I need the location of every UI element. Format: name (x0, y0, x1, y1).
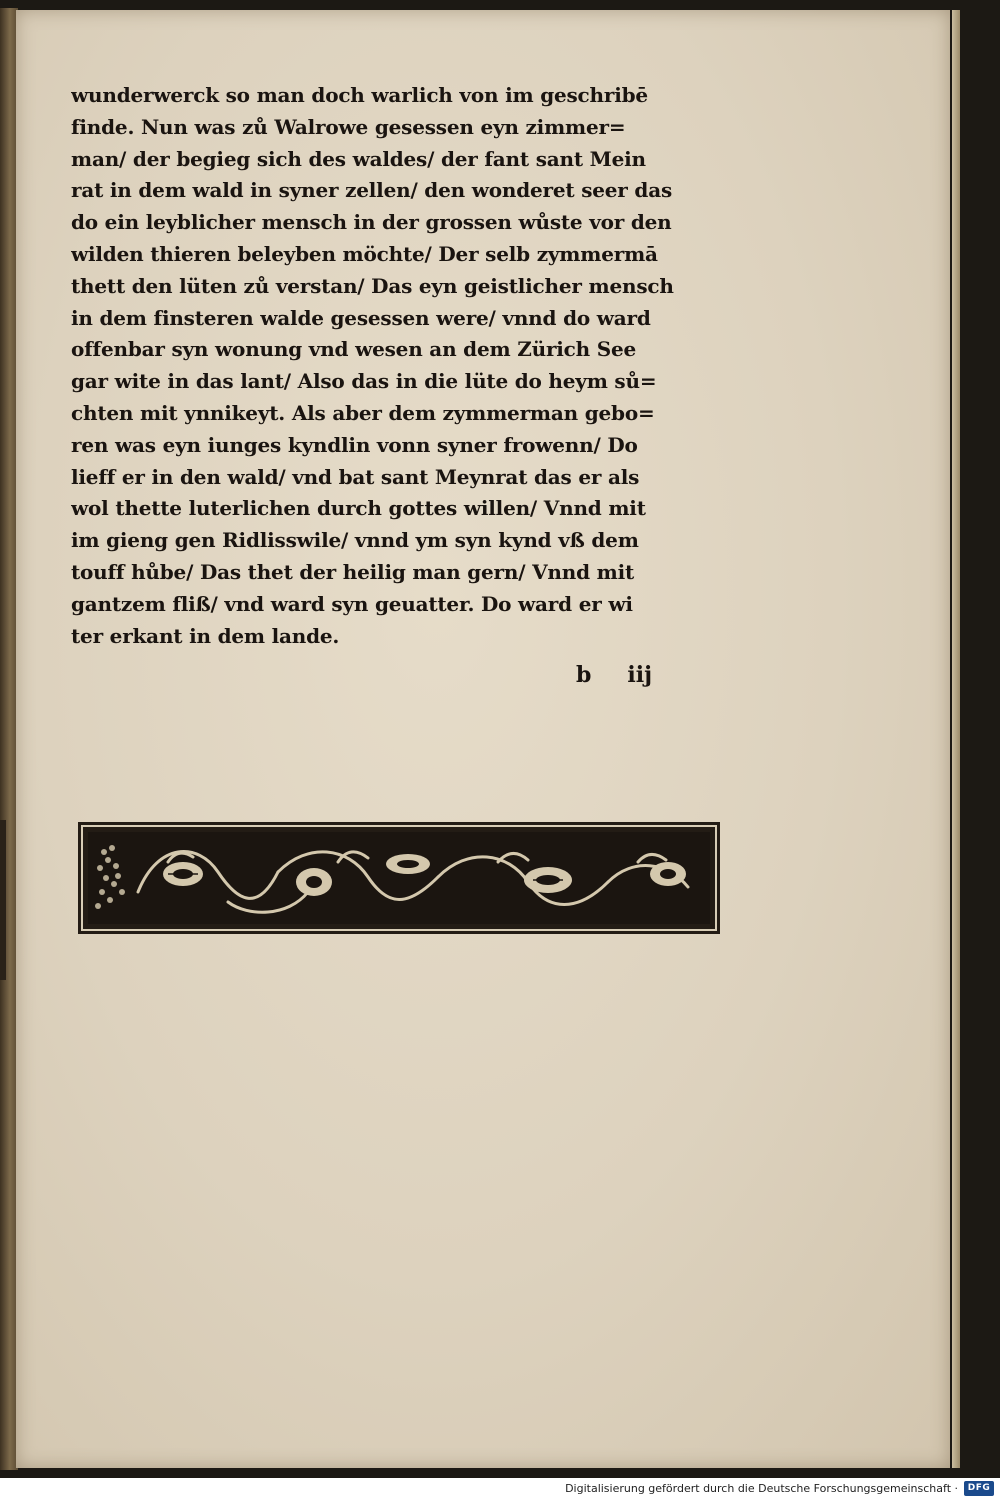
text-line: finde. Nun was zů Walrowe gesessen eyn zimmer= (71, 114, 626, 139)
text-line: thett den lüten zů verstan/ Das eyn geistlicher mensch (71, 273, 674, 298)
text-line: wilden thieren beleyben möchte/ Der selb zymmermā (71, 241, 658, 266)
text-line: man/ der begieg sich des waldes/ der fant sant Mein (71, 146, 646, 171)
text-line: chten mit ynnikeyt. Als aber dem zymmerman gebo= (71, 400, 655, 425)
text-line: ter erkant in dem lande. (71, 623, 340, 648)
text-line: rat in dem wald in syner zellen/ den wonderet seer das (71, 178, 673, 203)
text-line: wunderwerck so man doch warlich von im geschribē (71, 83, 648, 107)
woodcut-ornament (78, 822, 720, 934)
dfg-logo: DFG (964, 1481, 994, 1496)
footer-bar (0, 1478, 1000, 1501)
text-block (71, 80, 721, 652)
ruler-marker (0, 820, 6, 980)
text-line: im gieng gen Ridlisswile/ vnnd ym syn kynd vß dem (71, 528, 639, 553)
text-line: do ein leyblicher mensch in der grossen wůste vor den (71, 210, 672, 235)
text-line: wol thette luterlichen durch gottes willen/ Vnnd mit (71, 496, 646, 521)
text-line: gantzem fliß/ vnd ward syn geuatter. Do ward er wi (71, 591, 633, 616)
book-page (16, 10, 950, 1468)
funding-credit: Digitalisierung gefördert durch die Deutsche Forschungsgemeinschaft · (565, 1482, 958, 1495)
signature-letter: b (576, 662, 592, 688)
text-line: in dem finsteren walde gesessen were/ vnnd do ward (71, 305, 651, 330)
page-edge (952, 10, 960, 1468)
text-line: lieff er in den wald/ vnd bat sant Meynrat das er als (71, 464, 640, 489)
text-line: touff hůbe/ Das thet der heilig man gern/ Vnnd mit (71, 559, 635, 584)
text-line: ren was eyn iunges kyndlin vonn syner frowenn/ Do (71, 432, 638, 457)
signature-mark (576, 662, 652, 688)
signature-number: iij (627, 662, 653, 688)
text-line: offenbar syn wonung vnd wesen an dem Zürich See (71, 337, 637, 362)
text-line: gar wite in das lant/ Also das in die lüte do heym sů= (71, 369, 657, 394)
